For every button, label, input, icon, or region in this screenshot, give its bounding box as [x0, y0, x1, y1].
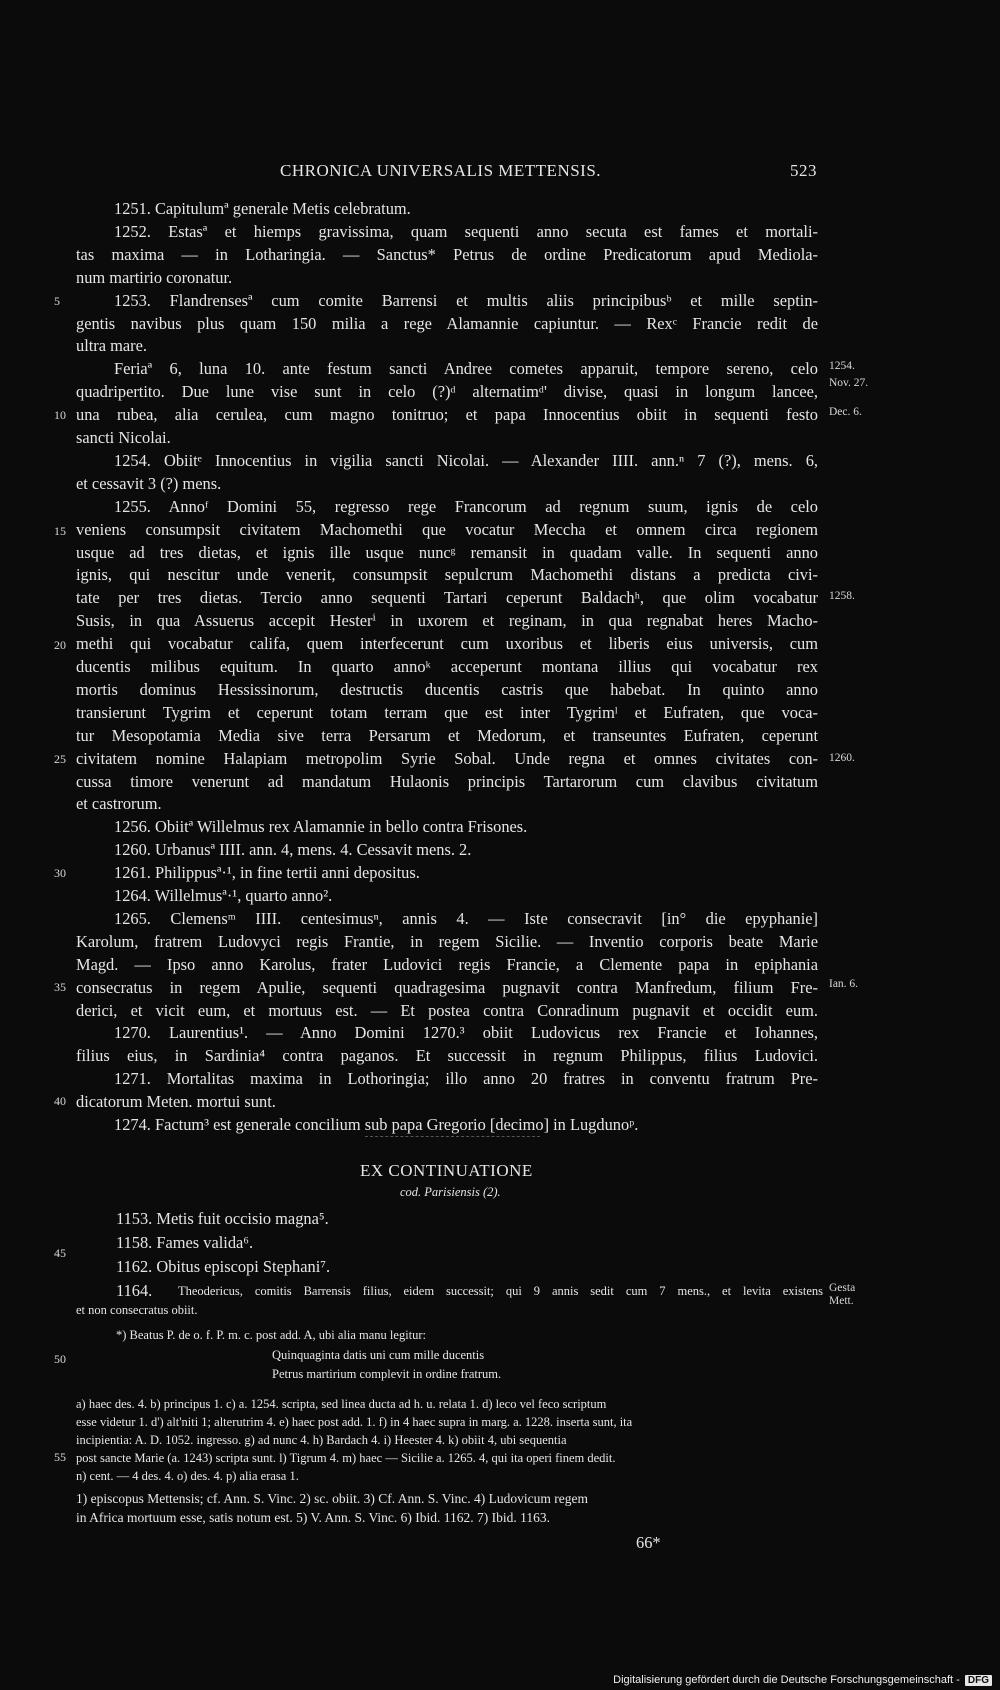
running-title: CHRONICA UNIVERSALIS METTENSIS.	[280, 161, 602, 180]
line-number: 5	[54, 294, 60, 308]
dfg-logo: DFG	[965, 1675, 992, 1686]
text-line: methi qui vocabatur califa, quem interfecerunt cum uxoribus et liberis eius universis, cum	[76, 634, 818, 654]
margin-source: Mett.	[829, 1295, 854, 1307]
section-title: EX CONTINUATIONE	[360, 1161, 533, 1180]
text-line: sancti Nicolai.	[76, 428, 171, 447]
text-line: 1253. Flandrensesª cum comite Barrensi et multis aliis principibusᵇ et mille septin-	[114, 290, 818, 310]
text-line: 1255. Annoᶠ Domini 55, regresso rege Francorum ad regnum suum, ignis de celo	[114, 496, 818, 516]
text-line: quadripertito. Due lune vise sunt in celo (?)ᵈ alternatimᵈ' divise, quasi in longum lancee,	[76, 382, 818, 402]
text-line: 1270. Laurentius¹. — Anno Domini 1270.³ obiit Ludovicus rex Francie et Iohannes,	[114, 1023, 818, 1043]
text-line: mortis dominus Hessissinorum, destructis ducentis castris que habebat. In quinto anno	[76, 679, 818, 699]
text-line: derici, et vicit eum, et mortuus est. — Et postea contra Conradinum pugnavit et occidit eum.	[76, 1000, 818, 1020]
text-line: 1274. Factum³ est generale concilium sub papa Gregorio [decimo] in Lugdunoᵖ.	[114, 1115, 639, 1134]
text-line: gentis navibus plus quam 150 milia a rege Alamannie capiuntur. — Rexᶜ Francie redit de	[76, 313, 818, 333]
margin-date: Ian. 6.	[829, 978, 859, 990]
text-line: tur Mesopotamia Media sive terra Persarum et Medorum, et transeuntes Eufraten, ceperunt	[76, 725, 818, 745]
digitization-credit	[613, 1674, 992, 1686]
text-line: veniens consumpsit civitatem Machomethi que vocatur Meccha et omnem circa regionem	[76, 519, 818, 539]
continuation-entry: 1153. Metis fuit occisio magna⁵.	[116, 1209, 329, 1228]
continuation-entry: 1162. Obitus episcopi Stephani⁷.	[116, 1257, 331, 1276]
text-line: 1254. Obiitᵉ Innocentius in vigilia sancti Nicolai. — Alexander IIII. ann.ⁿ 7 (?), mens. 6,	[114, 450, 818, 470]
section-subtitle: cod. Parisiensis (2).	[400, 1185, 501, 1199]
continuation-entry: 1158. Fames valida⁶.	[116, 1233, 254, 1252]
text-line: et castrorum.	[76, 794, 162, 814]
margin-source: Gesta	[829, 1282, 856, 1294]
text-line: consecratus in regem Apulie, sequenti quadragesima pugnavit contra Manfredum, filium Fre-	[76, 977, 818, 997]
star-note-verse: Quinquaginta datis uni cum mille ducentis	[272, 1348, 485, 1362]
margin-date: Dec. 6.	[829, 406, 862, 418]
star-note: *) Beatus P. de o. f. P. m. c. post add. A, ubi alia manu legitur:	[116, 1328, 427, 1342]
text-line: tate per tres dietas. Tercio anno sequenti Tartari ceperunt Baldachʰ, que olim vocabatur	[76, 588, 818, 608]
line-number: 50	[54, 1352, 66, 1366]
text-line: una rubea, alia cerulea, cum magno tonitruo; et papa Innocentius obiit in sequenti festo	[76, 405, 818, 425]
continuation-entry-text: Theodericus, comitis Barrensis filius, eidem successit; qui 9 annis sedit cum 7 mens., et levita existens	[178, 1284, 823, 1298]
section-separator	[365, 1136, 540, 1137]
text-line: Magd. — Ipso anno Karolus, frater Ludovici regis Francie, a Clemente papa in epiphania	[76, 954, 818, 974]
footnote-letter: a) haec des. 4. b) principus 1. c) a. 1254. scripta, sed linea ducta ad h. u. relata 1. d) leco vel feco scriptum	[76, 1397, 607, 1411]
text-line: 1260. Urbanusª IIII. ann. 4, mens. 4. Cessavit mens. 2.	[114, 840, 472, 860]
line-number: 25	[54, 752, 66, 766]
line-number: 20	[54, 638, 66, 652]
text-line: Karolum, fratrem Ludovyci regis Frantie, in regem Sicilie. — Inventio corporis beate Marie	[76, 931, 818, 951]
margin-date: Nov. 27.	[829, 377, 869, 389]
text-line: usque ad tres dietas, et ignis ille usque nuncᵍ remansit in quadam valle. In sequenti anno	[76, 542, 818, 562]
text-line: 1264. Willelmusª·¹, quarto anno².	[114, 886, 333, 905]
text-line: 1271. Mortalitas maxima in Lothoringia; illo anno 20 fratres in conventu fratrum Pre-	[114, 1069, 818, 1089]
margin-date: 1258.	[829, 590, 855, 602]
text-line: Feriaª 6, luna 10. ante festum sancti Andree cometes apparuit, tempore sereno, celo	[114, 359, 818, 379]
continuation-entry-text: et non consecratus obiit.	[76, 1303, 198, 1317]
footnote-letter: incipientia: A. D. 1052. ingresso. g) ad nunc 4. h) Bardach 4. i) Heester 4. k) obiit 4, ubi sequentia	[76, 1433, 567, 1447]
credit-text: Digitalisierung gefördert durch die Deutsche Forschungsgemeinschaft -	[613, 1674, 960, 1686]
sheet-signature: 66*	[636, 1533, 661, 1552]
margin-date: 1260.	[829, 752, 855, 764]
line-number: 30	[54, 866, 66, 880]
footnote-number: in Africa mortuum esse, satis notum est. 5) V. Ann. S. Vinc. 6) Ibid. 1162. 7) Ibid. 1163.	[76, 1510, 551, 1525]
text-line: dicatorum Meten. mortui sunt.	[76, 1092, 276, 1112]
text-line: 1256. Obiitª Willelmus rex Alamannie in bello contra Frisones.	[114, 817, 528, 837]
text-line: ultra mare.	[76, 336, 147, 356]
line-number: 45	[54, 1246, 66, 1260]
line-number: 35	[54, 980, 66, 994]
line-number: 10	[54, 408, 66, 422]
text-line: ducentis milibus equitum. In quarto annoᵏ acceperunt montana illius qui vocabatur rex	[76, 657, 818, 676]
line-number: 40	[54, 1094, 66, 1108]
text-line: tas maxima — in Lotharingia. — Sanctus* Petrus de ordine Predicatorum apud Mediola-	[76, 244, 818, 264]
text-line: 1261. Philippusª·¹, in fine tertii anni depositus.	[114, 863, 420, 883]
text-line: num martirio coronatur.	[76, 267, 233, 287]
footnote-letter: n) cent. — 4 des. 4. o) des. 4. p) alia erasa 1.	[76, 1469, 299, 1483]
text-line: 1251. Capitulumª generale Metis celebratum.	[114, 199, 411, 218]
footnote-letter: esse videtur 1. d') alt'niti 1; alterutrim 4. e) haec post add. 1. f) in 4 haec supra in marg. a. 1228. inserta sunt, ita	[76, 1415, 633, 1429]
text-line: civitatem nomine Halapiam metropolim Syrie Sobal. Unde regna et omnes civitates con-	[76, 748, 818, 768]
footnote-number: 1) episcopus Mettensis; cf. Ann. S. Vinc. 2) sc. obiit. 3) Cf. Ann. S. Vinc. 4) Ludovicum regem	[76, 1491, 588, 1506]
margin-date: 1254.	[829, 360, 855, 372]
text-line: et cessavit 3 (?) mens.	[76, 473, 222, 493]
footnote-letter: post sancte Marie (a. 1243) scripta sunt. l) Tigrum 4. m) haec — Sicilie a. 1265. 4, qui ita operi finem dedit.	[76, 1451, 616, 1465]
line-number: 55	[54, 1450, 66, 1464]
continuation-entry-number: 1164.	[116, 1281, 153, 1300]
text-line: 1252. Estasª et hiemps gravissima, quam sequenti anno secuta est fames et mortali-	[114, 221, 818, 241]
star-note-verse: Petrus martirium complevit in ordine fratrum.	[272, 1367, 502, 1381]
text-line: cussa timore venerunt ad mandatum Hulaonis principis Tartarorum cum clavibus civitatum	[76, 771, 818, 791]
text-line: 1265. Clemensᵐ IIII. centesimusⁿ, annis 4. — Iste consecravit [in° die epyphanie]	[114, 908, 818, 928]
text-line: ignis, qui nescitur unde venerit, consumpsit sepulcrum Machomethi distans a predicta civi-	[76, 565, 818, 585]
text-line: transierunt Tygrim et ceperunt totam terram que est inter Tygrimˡ et Eufraten, que voca-	[76, 702, 818, 722]
line-number: 15	[54, 524, 66, 538]
page-number: 523	[790, 161, 817, 180]
text-line: Susis, in qua Assuerus accepit Hesterⁱ in uxorem et reginam, in qua regnabat heres Macho-	[76, 611, 818, 631]
text-line: filius eius, in Sardinia⁴ contra paganos. Et successit in regnum Philippus, filius Ludovici.	[76, 1046, 818, 1066]
